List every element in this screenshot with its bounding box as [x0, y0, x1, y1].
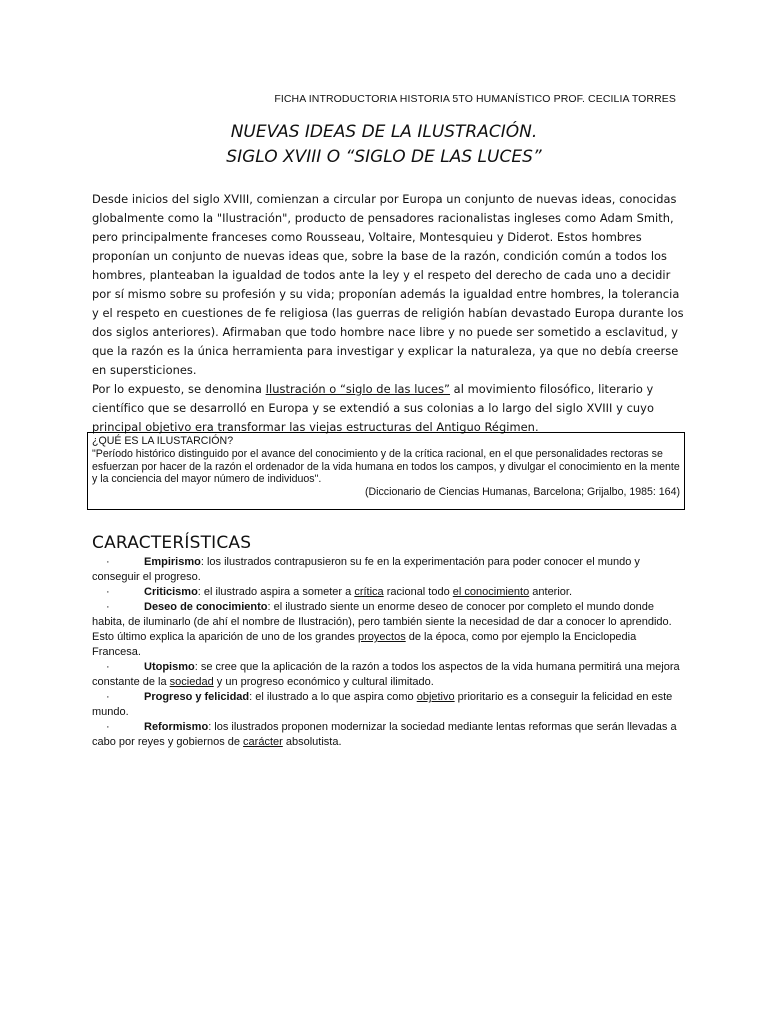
definition-source: (Diccionario de Ciencias Humanas, Barcelona; Grijalbo, 1985: 164): [364, 486, 680, 499]
title-line-1: NUEVAS IDEAS DE LA ILUSTRACIÓN.: [230, 122, 538, 142]
list-item-utopismo: [92, 660, 688, 690]
conocimiento-link[interactable]: el conocimiento: [452, 586, 530, 598]
list-item-deseo-de-conocimiento: [92, 600, 688, 660]
intro-p2-before: Por lo expuesto, se denomina: [92, 382, 266, 396]
caracter-link[interactable]: carácter: [243, 736, 283, 748]
item-term: Criticismo: [144, 586, 198, 598]
bullet-icon: ·: [106, 661, 110, 673]
ilustracion-link[interactable]: Ilustración o “siglo de las luces”: [265, 382, 451, 396]
sociedad-link[interactable]: sociedad: [169, 676, 214, 688]
intro-p2-after: al movimiento filosófico, literario y científico que se desarrolló en Europa y se extendió a sus colonias a lo largo del siglo XVIII y cuyo principal objetivo era transformar las viejas estructuras del Antiguo Régimen.: [92, 382, 654, 434]
characteristics-title: CARACTERÍSTICAS: [92, 533, 252, 553]
bullet-icon: ·: [106, 586, 110, 598]
critica-link[interactable]: crítica: [354, 586, 384, 598]
item-text: de la época, como por ejemplo la Enciclopedia Francesa.: [92, 631, 637, 658]
bullet-icon: ·: [106, 691, 110, 703]
item-text: y un progreso económico y cultural ilimitado.: [213, 676, 434, 688]
bullet-icon: ·: [106, 556, 110, 568]
item-term: Progreso y felicidad: [144, 691, 250, 703]
characteristics-list: [92, 555, 688, 750]
item-text: absolutista.: [282, 736, 342, 748]
bullet-icon: ·: [106, 601, 110, 613]
intro-paragraph-2: [92, 380, 688, 437]
definition-box: [87, 432, 685, 510]
title-line-2: SIGLO XVIII O “SIGLO DE LAS LUCES”: [226, 147, 542, 167]
item-term: Reformismo: [144, 721, 209, 733]
item-text: anterior.: [529, 586, 573, 598]
proyectos-link[interactable]: proyectos: [358, 631, 406, 643]
item-text: prioritario es a conseguir la felicidad en este mundo.: [92, 691, 673, 718]
item-term: Empirismo: [144, 556, 201, 568]
list-item-progreso-y-felicidad: [92, 690, 688, 720]
list-item-criticismo: [92, 585, 688, 600]
item-text: : el ilustrado siente un enorme deseo de conocer por completo el mundo donde habita, de iluminarlo (de ahí el nombre de Ilustración), pero también siente la necesidad de dar a conocer lo aprendido. Esto último explica la aparición de uno de los grandes: [92, 601, 672, 643]
definition-heading: ¿QUÉ ES LA ILUSTARCIÓN?: [92, 435, 234, 447]
item-text: : los ilustrados contrapusieron su fe en la experimentación para poder conocer el mundo y conseguir el progreso.: [92, 556, 640, 583]
objetivo-link[interactable]: objetivo: [416, 691, 455, 703]
item-text: : se cree que la aplicación de la razón a todos los aspectos de la vida humana permitirá una mejora constante de la: [92, 661, 680, 688]
item-text: racional todo: [383, 586, 453, 598]
item-text: : los ilustrados proponen modernizar la sociedad mediante lentas reformas que serán llevadas a cabo por reyes y gobiernos de: [92, 721, 677, 748]
item-term: Deseo de conocimiento: [144, 601, 268, 613]
intro-section: [92, 190, 688, 437]
document-header: FICHA INTRODUCTORIA HISTORIA 5TO HUMANÍSTICO PROF. CECILIA TORRES: [274, 93, 676, 105]
list-item-empirismo: [92, 555, 688, 585]
list-item-reformismo: [92, 720, 688, 750]
definition-text: "Período histórico distinguido por el avance del conocimiento y de la crítica racional, en el que personalidades rectoras se esfuerzan por hacer de la razón el ordenador de la vida humana en todos los campos, y divulgar el conocimiento en la mente y la conciencia del mayor número de individuos".: [92, 447, 680, 486]
item-term: Utopismo: [144, 661, 195, 673]
bullet-icon: ·: [106, 721, 110, 733]
intro-paragraph-1: Desde inicios del siglo XVIII, comienzan a circular por Europa un conjunto de nuevas ideas, conocidas globalmente como la "Ilustración", producto de pensadores racionalistas ingleses como Adam Smith, pero principalmente franceses como Rousseau, Voltaire, Montesquieu y Diderot. Estos hombres proponían un conjunto de nuevas ideas que, sobre la base de la razón, condición común a todos los hombres, planteaban la igualdad de todos ante la ley y el respeto del derecho de cada uno a decidir por sí mismo sobre su profesión y su vida; proponían además la igualdad entre hombres, la tolerancia y el respeto en cuestiones de fe religiosa (las guerras de religión habían devastado Europa durante los dos siglos anteriores). Afirmaban que todo hombre nace libre y no puede ser sometido a esclavitud, y que la razón es la única herramienta para investigar y explicar la naturaleza, ya que no debía creerse en supersticiones.: [92, 192, 684, 377]
item-text: : el ilustrado aspira a someter a: [197, 586, 355, 598]
item-text: : el ilustrado a lo que aspira como: [249, 691, 417, 703]
